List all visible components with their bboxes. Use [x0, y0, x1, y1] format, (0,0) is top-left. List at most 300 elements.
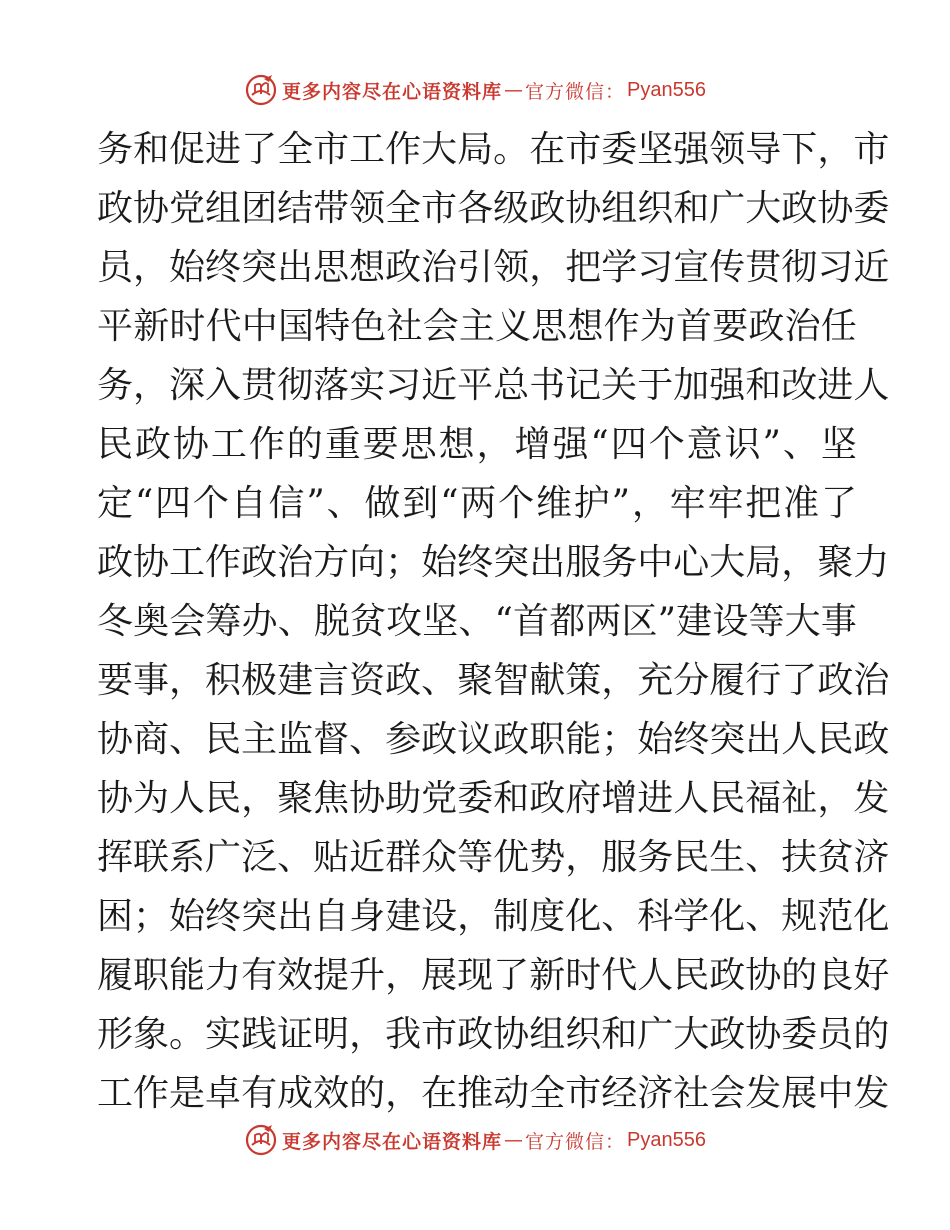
- text-char: 局: [745, 542, 782, 583]
- text-char: 促: [169, 129, 206, 170]
- text-char: 在: [529, 129, 566, 170]
- text-char: 社: [386, 306, 423, 347]
- text-char: 领: [493, 247, 530, 288]
- text-char: 了: [820, 483, 857, 524]
- text-char: 突: [241, 896, 278, 937]
- text-char: 记: [565, 365, 602, 406]
- text-char: ”: [611, 483, 630, 524]
- text-char: 市: [421, 188, 458, 229]
- text-char: 、: [277, 601, 314, 642]
- text-char: ，: [817, 129, 854, 170]
- text-char: 、: [458, 601, 495, 642]
- text-char: 、: [326, 483, 363, 524]
- text-char: ；: [133, 896, 170, 937]
- text-char: 改: [781, 365, 818, 406]
- text-char: 、: [745, 896, 782, 937]
- banner-title: 更多内容尽在心语资料库: [282, 1130, 503, 1153]
- text-char: 资: [349, 660, 386, 701]
- text-char: “: [134, 483, 154, 524]
- text-char: 形: [97, 1014, 134, 1055]
- banner-title: 更多内容尽在心语资料库: [282, 80, 503, 103]
- text-char: 和: [673, 188, 710, 229]
- text-char: 政: [817, 660, 854, 701]
- text-char: 等: [457, 837, 494, 878]
- banner-dash: —: [504, 1129, 524, 1151]
- text-char: 团: [241, 188, 278, 229]
- text-char: 学: [601, 247, 638, 288]
- text-char: 始: [169, 896, 206, 937]
- text-char: 引: [457, 247, 494, 288]
- text-char: 人: [637, 955, 674, 996]
- text-char: 终: [457, 542, 494, 583]
- text-char: 科: [637, 896, 674, 937]
- text-char: 工: [349, 129, 386, 170]
- text-char: 级: [493, 188, 530, 229]
- text-char: 了: [493, 955, 530, 996]
- text-char: 升: [349, 955, 386, 996]
- body-text: [97, 120, 890, 1123]
- text-char: 实: [205, 1014, 242, 1055]
- text-char: 领: [709, 129, 746, 170]
- text-char: 牢: [707, 483, 744, 524]
- text-char: 议: [457, 719, 494, 760]
- text-char: 强: [709, 365, 746, 406]
- text-char: 想: [349, 247, 386, 288]
- text-char: 宣: [673, 247, 710, 288]
- text-char: 出: [529, 542, 566, 583]
- text-char: ，: [781, 542, 818, 583]
- text-char: 展: [781, 1073, 818, 1114]
- text-char: 我: [385, 1014, 422, 1055]
- text-char: 区: [621, 601, 658, 642]
- text-char: 协: [493, 1014, 530, 1055]
- text-char: 在: [421, 1073, 458, 1114]
- header-banner: [0, 70, 950, 110]
- text-char: 政: [529, 778, 566, 819]
- text-char: 济: [637, 1073, 674, 1114]
- text-char: 发: [853, 1073, 890, 1114]
- text-char: 会: [169, 601, 206, 642]
- text-char: 为: [639, 306, 676, 347]
- text-char: ，: [133, 247, 170, 288]
- text-char: 生: [709, 837, 746, 878]
- text-char: ；: [385, 542, 422, 583]
- text-char: 作: [385, 129, 422, 170]
- text-char: 好: [853, 955, 890, 996]
- text-char: 突: [241, 247, 278, 288]
- text-char: 护: [573, 483, 610, 524]
- text-char: 学: [673, 896, 710, 937]
- text-char: 政: [457, 1014, 494, 1055]
- text-char: 色: [350, 306, 387, 347]
- text-char: 的: [349, 1073, 386, 1114]
- text-char: 委: [781, 1014, 818, 1055]
- text-char: 党: [421, 778, 458, 819]
- text-char: 、: [601, 896, 638, 937]
- text-char: 践: [241, 1014, 278, 1055]
- text-char: 象: [133, 1014, 170, 1055]
- text-line: [97, 474, 857, 533]
- text-char: 有: [241, 955, 278, 996]
- text-char: 作: [133, 1073, 170, 1114]
- text-char: ”: [657, 601, 677, 642]
- text-char: 思: [531, 306, 568, 347]
- text-char: 福: [745, 778, 782, 819]
- text-char: 制: [493, 896, 530, 937]
- text-char: 党: [169, 188, 206, 229]
- text-char: 中: [637, 542, 674, 583]
- text-char: 言: [313, 660, 350, 701]
- text-char: 事: [133, 660, 170, 701]
- text-char: 委: [601, 129, 638, 170]
- text-char: 政: [529, 188, 566, 229]
- text-char: 始: [637, 719, 674, 760]
- text-char: 加: [673, 365, 710, 406]
- text-char: “: [440, 483, 459, 524]
- text-char: 把: [565, 247, 602, 288]
- text-char: 现: [457, 955, 494, 996]
- text-char: 卓: [205, 1073, 242, 1114]
- text-char: 全: [529, 1073, 566, 1114]
- text-char: 焦: [313, 778, 350, 819]
- text-char: 主: [458, 306, 495, 347]
- text-char: 织: [637, 188, 674, 229]
- text-char: 聚: [457, 660, 494, 701]
- text-char: 和: [133, 129, 170, 170]
- text-char: 要: [362, 424, 399, 465]
- text-char: 政: [421, 719, 458, 760]
- text-char: 大: [745, 188, 782, 229]
- text-char: 平: [97, 306, 134, 347]
- text-char: 入: [205, 365, 242, 406]
- text-char: 于: [637, 365, 674, 406]
- text-char: 化: [709, 896, 746, 937]
- text-line: [97, 592, 857, 651]
- text-char: 民: [205, 719, 242, 760]
- text-line: [97, 179, 890, 238]
- text-char: 工: [97, 1073, 134, 1114]
- text-char: 特: [314, 306, 351, 347]
- text-char: 习: [637, 247, 674, 288]
- text-char: ，: [631, 483, 668, 524]
- text-char: 自: [230, 483, 267, 524]
- text-char: 治: [277, 542, 314, 583]
- text-char: 协: [133, 542, 170, 583]
- text-char: 协: [97, 719, 134, 760]
- text-char: 突: [493, 542, 530, 583]
- text-char: 准: [783, 483, 820, 524]
- text-char: 治: [784, 306, 821, 347]
- text-char: “: [494, 601, 513, 642]
- text-line: [97, 356, 890, 415]
- text-char: 成: [277, 1073, 314, 1114]
- text-char: ，: [385, 1073, 422, 1114]
- text-char: 局: [457, 129, 494, 170]
- text-char: 首: [513, 601, 550, 642]
- text-char: 习: [817, 247, 854, 288]
- text-char: 意: [686, 424, 723, 465]
- text-char: 增: [514, 424, 551, 465]
- text-line: [97, 946, 890, 1005]
- text-char: 、: [169, 719, 206, 760]
- text-char: 贫: [817, 837, 854, 878]
- text-char: 向: [349, 542, 386, 583]
- text-char: 都: [549, 601, 586, 642]
- text-char: 了: [781, 660, 818, 701]
- text-line: [97, 710, 890, 769]
- text-char: 维: [535, 483, 572, 524]
- text-char: 良: [817, 955, 854, 996]
- text-char: “: [590, 424, 609, 465]
- text-char: 化: [853, 896, 890, 937]
- text-char: 的: [853, 1014, 890, 1055]
- banner-dash: —: [504, 79, 524, 101]
- text-char: 心: [673, 542, 710, 583]
- text-line: [97, 828, 890, 887]
- text-char: ，: [529, 247, 566, 288]
- text-char: 市: [313, 129, 350, 170]
- text-char: 贯: [241, 365, 278, 406]
- text-char: 困: [97, 896, 134, 937]
- text-char: ”: [306, 483, 325, 524]
- text-char: 治: [853, 660, 890, 701]
- text-char: 协: [97, 778, 134, 819]
- text-char: 化: [565, 896, 602, 937]
- text-char: 实: [349, 365, 386, 406]
- text-char: 服: [565, 542, 602, 583]
- text-char: 深: [169, 365, 206, 406]
- text-char: ，: [385, 955, 422, 996]
- text-char: 范: [817, 896, 854, 937]
- text-char: 个: [648, 424, 685, 465]
- text-char: 脱: [313, 601, 350, 642]
- text-char: 和: [601, 1014, 638, 1055]
- text-char: 政: [134, 424, 171, 465]
- text-char: 织: [565, 1014, 602, 1055]
- text-char: 、: [277, 837, 314, 878]
- text-char: 。: [169, 1014, 206, 1055]
- text-char: 明: [313, 1014, 350, 1055]
- text-line: [97, 120, 890, 179]
- text-char: 建: [277, 660, 314, 701]
- text-char: 挥: [97, 837, 134, 878]
- text-char: 助: [385, 778, 422, 819]
- text-char: 人: [169, 778, 206, 819]
- text-char: 治: [421, 247, 458, 288]
- text-char: 带: [313, 188, 350, 229]
- text-char: 政: [853, 719, 890, 760]
- text-char: 奥: [133, 601, 170, 642]
- text-char: 政: [493, 719, 530, 760]
- text-char: 结: [277, 188, 314, 229]
- text-char: 导: [745, 129, 782, 170]
- text-char: 务: [97, 129, 134, 170]
- text-char: 始: [421, 542, 458, 583]
- text-char: 工: [169, 542, 206, 583]
- text-char: 坚: [637, 129, 674, 170]
- text-char: 。: [493, 129, 530, 170]
- text-char: 设: [712, 601, 749, 642]
- text-line: [97, 651, 890, 710]
- text-char: 力: [205, 955, 242, 996]
- text-char: 近: [421, 365, 458, 406]
- text-char: 进: [817, 365, 854, 406]
- text-char: 广: [709, 188, 746, 229]
- text-char: 设: [421, 896, 458, 937]
- text-char: 充: [637, 660, 674, 701]
- text-char: 广: [637, 1014, 674, 1055]
- text-char: 坚: [820, 424, 857, 465]
- text-char: 、: [349, 719, 386, 760]
- text-char: 市: [853, 129, 890, 170]
- text-char: 建: [385, 896, 422, 937]
- text-char: 自: [313, 896, 350, 937]
- text-char: 政: [781, 188, 818, 229]
- text-char: 大: [784, 601, 821, 642]
- text-char: 府: [565, 778, 602, 819]
- text-char: 进: [205, 129, 242, 170]
- text-line: [97, 1064, 890, 1123]
- text-char: ，: [565, 837, 602, 878]
- text-char: 人: [781, 719, 818, 760]
- text-char: 首: [676, 306, 713, 347]
- text-char: 四: [155, 483, 192, 524]
- text-char: 市: [421, 1014, 458, 1055]
- text-char: 组: [205, 188, 242, 229]
- text-char: 众: [421, 837, 458, 878]
- text-char: 能: [565, 719, 602, 760]
- text-char: 系: [169, 837, 206, 878]
- text-char: 监: [277, 719, 314, 760]
- text-char: 办: [241, 601, 278, 642]
- text-char: 民: [673, 837, 710, 878]
- text-char: 总: [493, 365, 530, 406]
- text-char: 四: [610, 424, 647, 465]
- text-char: 时: [565, 955, 602, 996]
- text-line: [97, 1005, 890, 1064]
- text-char: 始: [169, 247, 206, 288]
- text-line: [97, 887, 890, 946]
- text-char: 政: [709, 955, 746, 996]
- text-char: 思: [313, 247, 350, 288]
- text-char: 会: [422, 306, 459, 347]
- footer-banner: [0, 1120, 950, 1160]
- text-char: 政: [241, 542, 278, 583]
- banner-wechat-id: Pyan556: [627, 78, 706, 101]
- text-char: 有: [241, 1073, 278, 1114]
- text-char: 委: [853, 188, 890, 229]
- text-char: ，: [476, 424, 513, 465]
- text-char: 联: [133, 837, 170, 878]
- text-char: 政: [385, 247, 422, 288]
- text-char: 群: [385, 837, 422, 878]
- text-char: 政: [709, 1014, 746, 1055]
- text-char: 推: [457, 1073, 494, 1114]
- text-char: 想: [567, 306, 604, 347]
- text-char: 民: [817, 719, 854, 760]
- text-char: 和: [745, 365, 782, 406]
- text-char: 终: [673, 719, 710, 760]
- text-char: 终: [205, 247, 242, 288]
- text-char: 贯: [745, 247, 782, 288]
- text-char: 强: [552, 424, 589, 465]
- text-char: 落: [313, 365, 350, 406]
- text-char: 两: [460, 483, 497, 524]
- text-char: 和: [493, 778, 530, 819]
- text-char: 优: [493, 837, 530, 878]
- text-char: ，: [601, 660, 638, 701]
- text-char: 势: [529, 837, 566, 878]
- text-char: 做: [364, 483, 401, 524]
- text-char: 督: [313, 719, 350, 760]
- banner-wechat-id: Pyan556: [627, 1128, 706, 1151]
- text-char: 积: [205, 660, 242, 701]
- text-char: 协: [817, 188, 854, 229]
- text-char: 的: [781, 955, 818, 996]
- text-char: 想: [438, 424, 475, 465]
- text-char: 组: [529, 1014, 566, 1055]
- text-char: 要: [712, 306, 749, 347]
- text-char: 效: [277, 955, 314, 996]
- text-char: 中: [817, 1073, 854, 1114]
- text-char: 社: [673, 1073, 710, 1114]
- text-char: 冬: [97, 601, 134, 642]
- text-char: 献: [529, 660, 566, 701]
- text-char: 牢: [669, 483, 706, 524]
- banner-wechat-label: 官方微信：: [525, 1130, 626, 1153]
- text-char: 分: [673, 660, 710, 701]
- text-char: 协: [565, 188, 602, 229]
- text-char: 要: [97, 660, 134, 701]
- text-char: 新: [529, 955, 566, 996]
- text-line: [97, 297, 857, 356]
- text-char: 服: [601, 837, 638, 878]
- text-char: 务: [601, 542, 638, 583]
- text-char: 义: [495, 306, 532, 347]
- text-char: 强: [673, 129, 710, 170]
- text-char: 近: [853, 247, 890, 288]
- text-char: 书: [529, 365, 566, 406]
- text-char: 到: [402, 483, 439, 524]
- text-char: 力: [853, 542, 890, 583]
- text-char: 重: [324, 424, 361, 465]
- text-char: 参: [385, 719, 422, 760]
- text-char: 扶: [781, 837, 818, 878]
- text-char: 职: [133, 955, 170, 996]
- text-char: 聚: [277, 778, 314, 819]
- text-char: 出: [745, 719, 782, 760]
- text-char: 民: [205, 778, 242, 819]
- text-char: 国: [277, 306, 314, 347]
- text-char: 作: [248, 424, 285, 465]
- text-line: [97, 415, 857, 474]
- text-char: 民: [709, 778, 746, 819]
- text-char: 事: [820, 601, 857, 642]
- text-char: 、: [782, 424, 819, 465]
- text-char: 人: [673, 778, 710, 819]
- text-char: 济: [853, 837, 890, 878]
- text-char: 协: [745, 955, 782, 996]
- text-line: [97, 769, 890, 828]
- text-char: 市: [565, 129, 602, 170]
- text-char: 传: [709, 247, 746, 288]
- text-char: 提: [313, 955, 350, 996]
- text-char: 行: [745, 660, 782, 701]
- text-char: 代: [205, 306, 242, 347]
- text-char: 出: [277, 247, 314, 288]
- text-char: 大: [673, 1014, 710, 1055]
- text-char: 展: [421, 955, 458, 996]
